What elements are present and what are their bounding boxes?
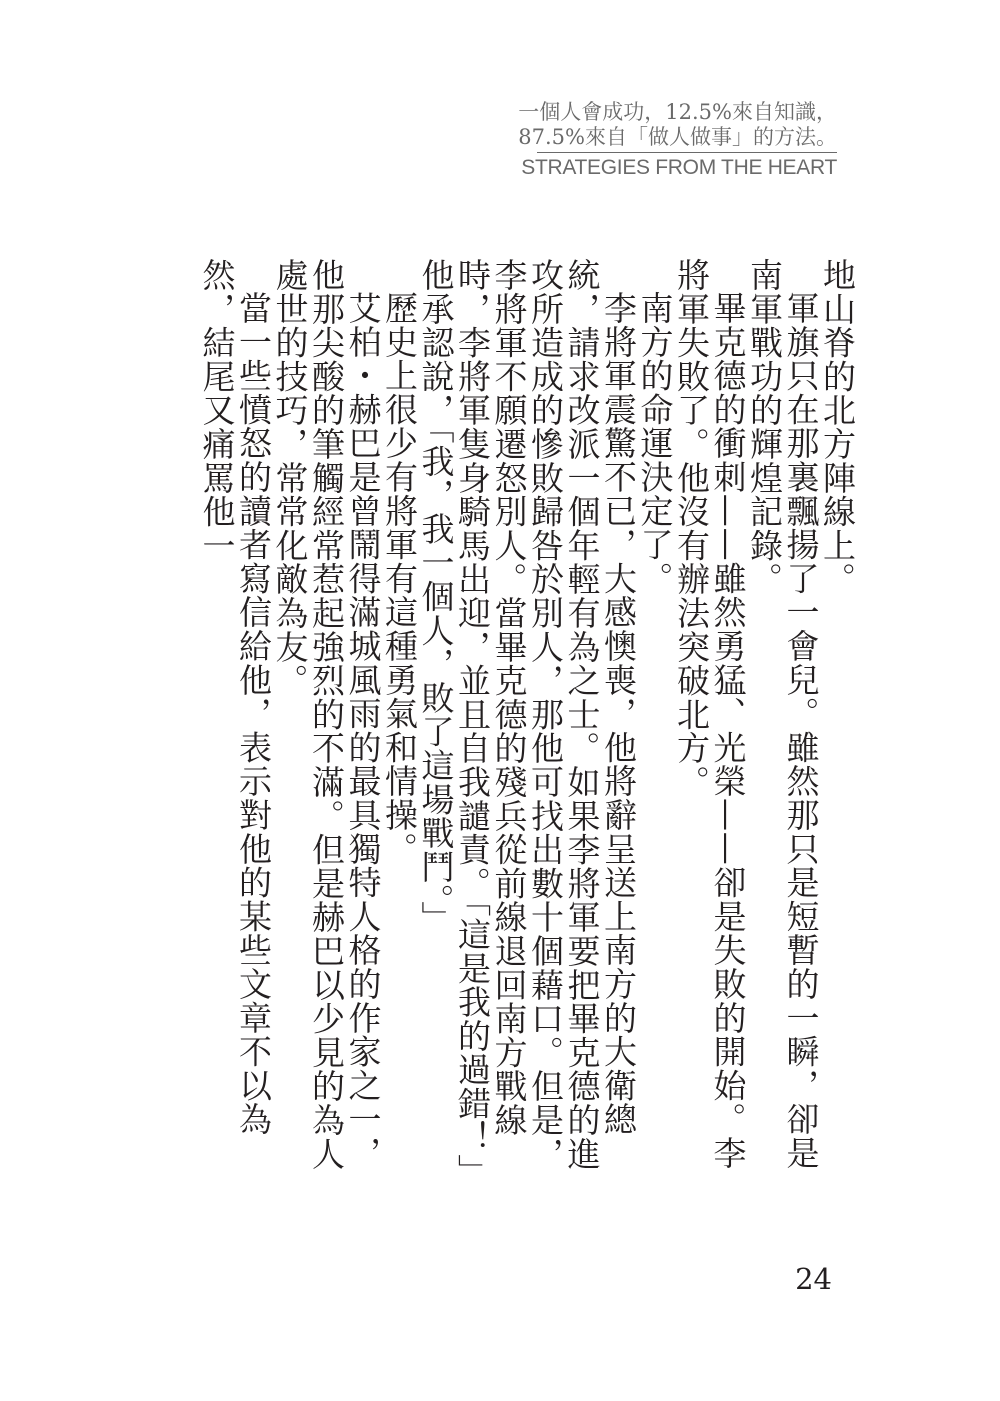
header-divider xyxy=(537,152,837,153)
vertical-body-text xyxy=(135,258,855,1178)
header-english-title: STRATEGIES FROM THE HEART xyxy=(521,156,837,179)
paragraph-5: 李將軍震驚不已，大感懊喪，他將辭呈送上南方的大衛總統，請求改派一個年輕有為之士。如果李將軍要把畢克德的進攻所造成的慘敗歸咎於別人，那他可找出數十個藉口。但是，李將軍不願遷怒別人。當畢克德的殘兵從前線退回南方戰線時，李將軍隻身騎馬出迎，並且自我譴責。「這是我的過錯！」他承認說，「我，我一個人，敗了這場戰鬥。」 xyxy=(416,258,638,1172)
paragraph-8: 當一些憤怒的讀者寫信給他，表示對他的某些文章不以為然，結尾又痛罵他一 xyxy=(197,258,273,1136)
running-header xyxy=(437,100,837,180)
paragraph-3: 畢克德的衝刺——雖然勇猛、光榮——卻是失敗的開始。李將軍失敗了。他沒有辦法突破北方。 xyxy=(672,258,748,1170)
paragraph-7: 艾柏・赫巴是曾鬧得滿城風雨的最具獨特人格的作家之一，他那尖酸的筆觸經常惹起強烈的不滿。但是赫巴以少見的為人處世的技巧，常常化敵為友。 xyxy=(270,258,383,1171)
paragraph-6: 歷史上很少有將軍有這種勇氣和情操。 xyxy=(380,291,419,866)
paragraph-2: 軍旗只在那裏飄揚了一會兒。雖然那只是短暫的一瞬，卻是南軍戰功的輝煌記錄。 xyxy=(745,258,821,1170)
paragraph-1: 地山脊的北方陣線上。 xyxy=(818,258,857,596)
paragraph-4: 南方的命運決定了。 xyxy=(635,291,675,596)
header-tagline-line1: 一個人會成功，12.5%來自知識， xyxy=(518,100,837,124)
header-tagline-line2: 87.5%來自「做人做事」的方法。 xyxy=(518,125,837,149)
page-number: 24 xyxy=(795,1262,832,1296)
